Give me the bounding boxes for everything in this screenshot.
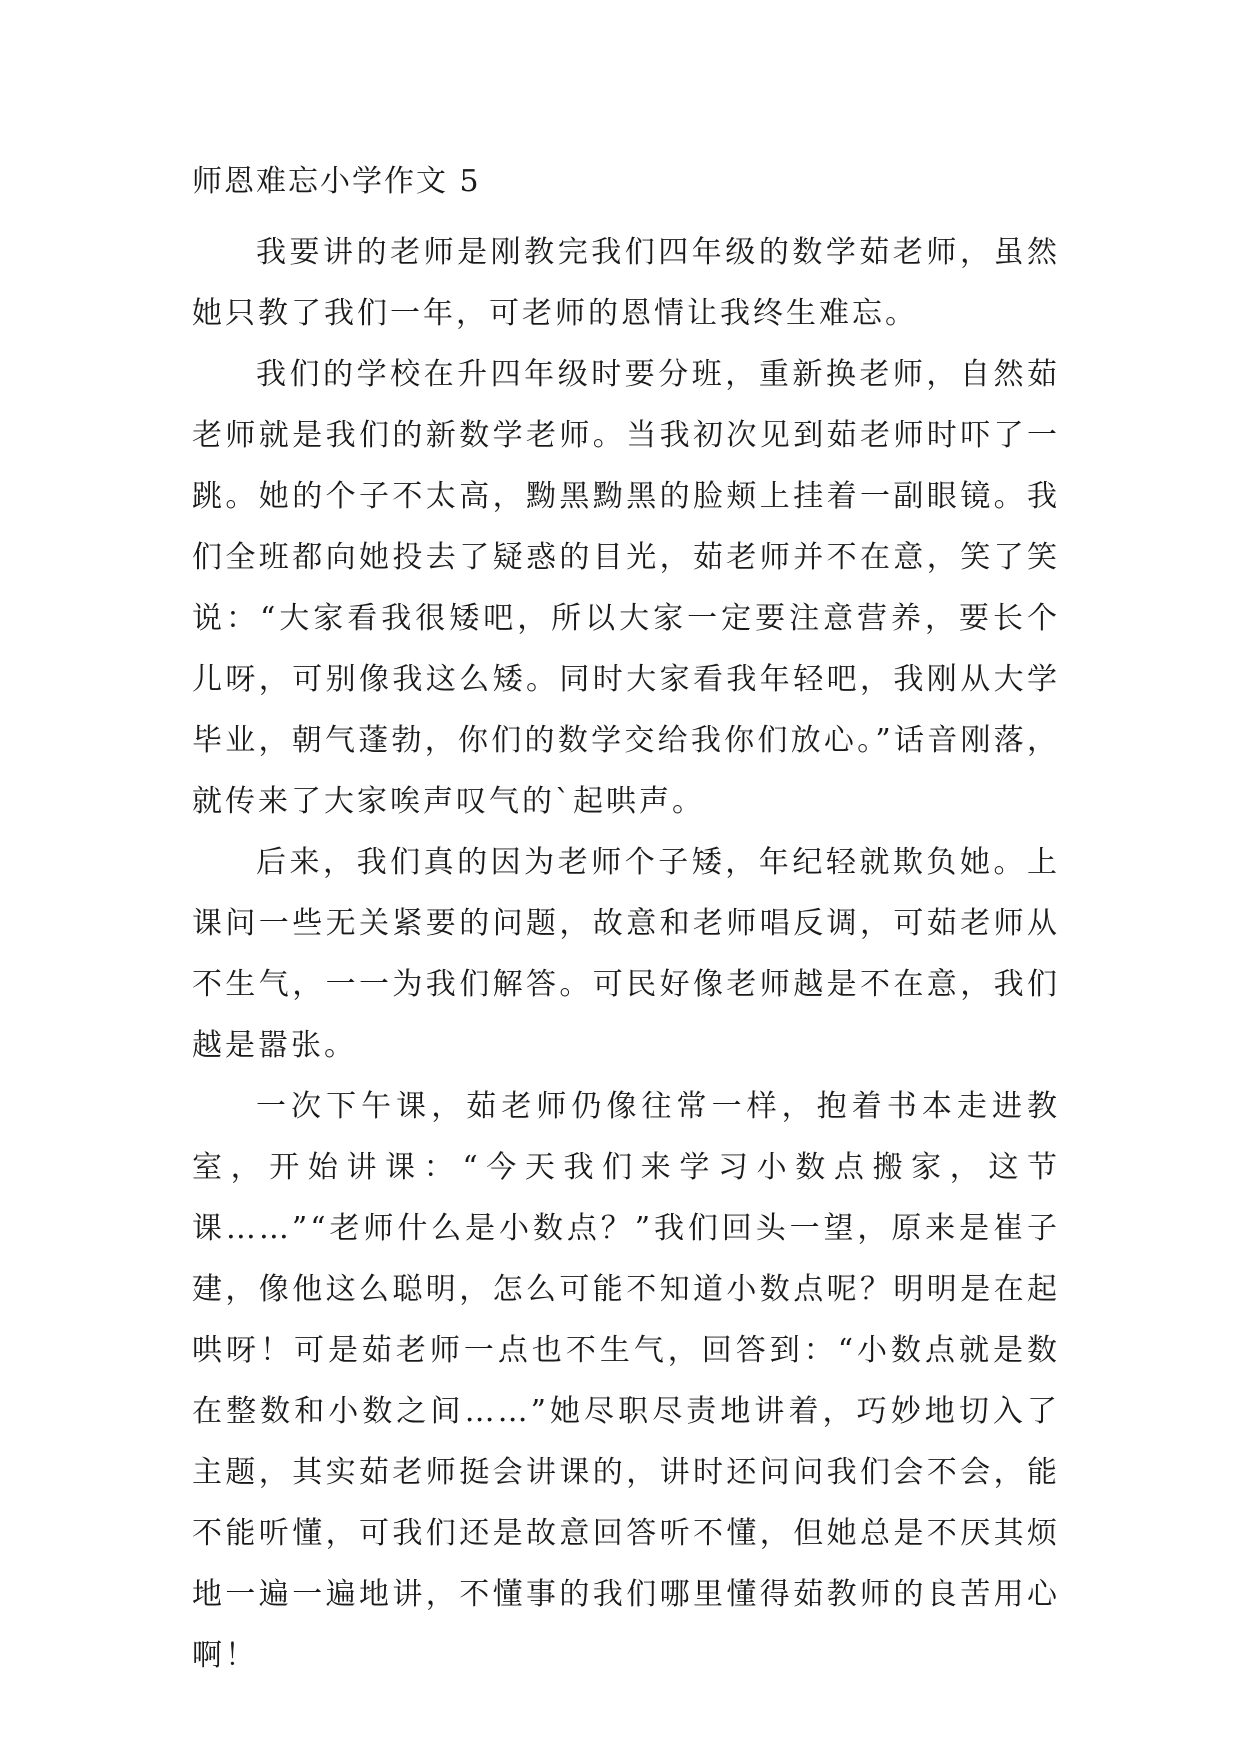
document-title: 师恩难忘小学作文 5 <box>192 164 481 199</box>
document-body <box>192 162 1060 1686</box>
paragraph-4: 一次下午课，茹老师仍像往常一样，抱着书本走进教室，开始讲课：“今天我们来学习小数点搬家，这节课……”“老师什么是小数点？”我们回头一望，原来是崔子建，像他这么聪明，怎么可能不知道小数点呢？明明是在起哄呀！可是茹老师一点也不生气，回答到：“小数点就是数在整数和小数之间……”她尽职尽责地讲着，巧妙地切入了主题，其实茹老师挺会讲课的，讲时还问问我们会不会，能不能听懂，可我们还是故意回答听不懂，但她总是不厌其烦地一遍一遍地讲，不懂事的我们哪里懂得茹教师的良苦用心啊！ <box>192 1089 1060 1673</box>
paragraph-2: 我们的学校在升四年级时要分班，重新换老师，自然茹老师就是我们的新数学老师。当我初次见到茹老师时吓了一跳。她的个子不太高，黝黑黝黑的脸颊上挂着一副眼镜。我们全班都向她投去了疑惑的目光，茹老师并不在意，笑了笑说：“大家看我很矮吧，所以大家一定要注意营养，要长个儿呀，可别像我这么矮。同时大家看我年轻吧，我刚从大学毕业，朝气蓬勃，你们的数学交给我你们放心。”话音刚落，就传来了大家唉声叹气的`起哄声。 <box>192 357 1060 819</box>
paragraph-1: 我要讲的老师是刚教完我们四年级的数学茹老师，虽然她只教了我们一年，可老师的恩情让我终生难忘。 <box>192 235 1060 331</box>
paragraph-3: 后来，我们真的因为老师个子矮，年纪轻就欺负她。上课问一些无关紧要的问题，故意和老师唱反调，可茹老师从不生气，一一为我们解答。可民好像老师越是不在意，我们越是嚣张。 <box>192 845 1060 1063</box>
